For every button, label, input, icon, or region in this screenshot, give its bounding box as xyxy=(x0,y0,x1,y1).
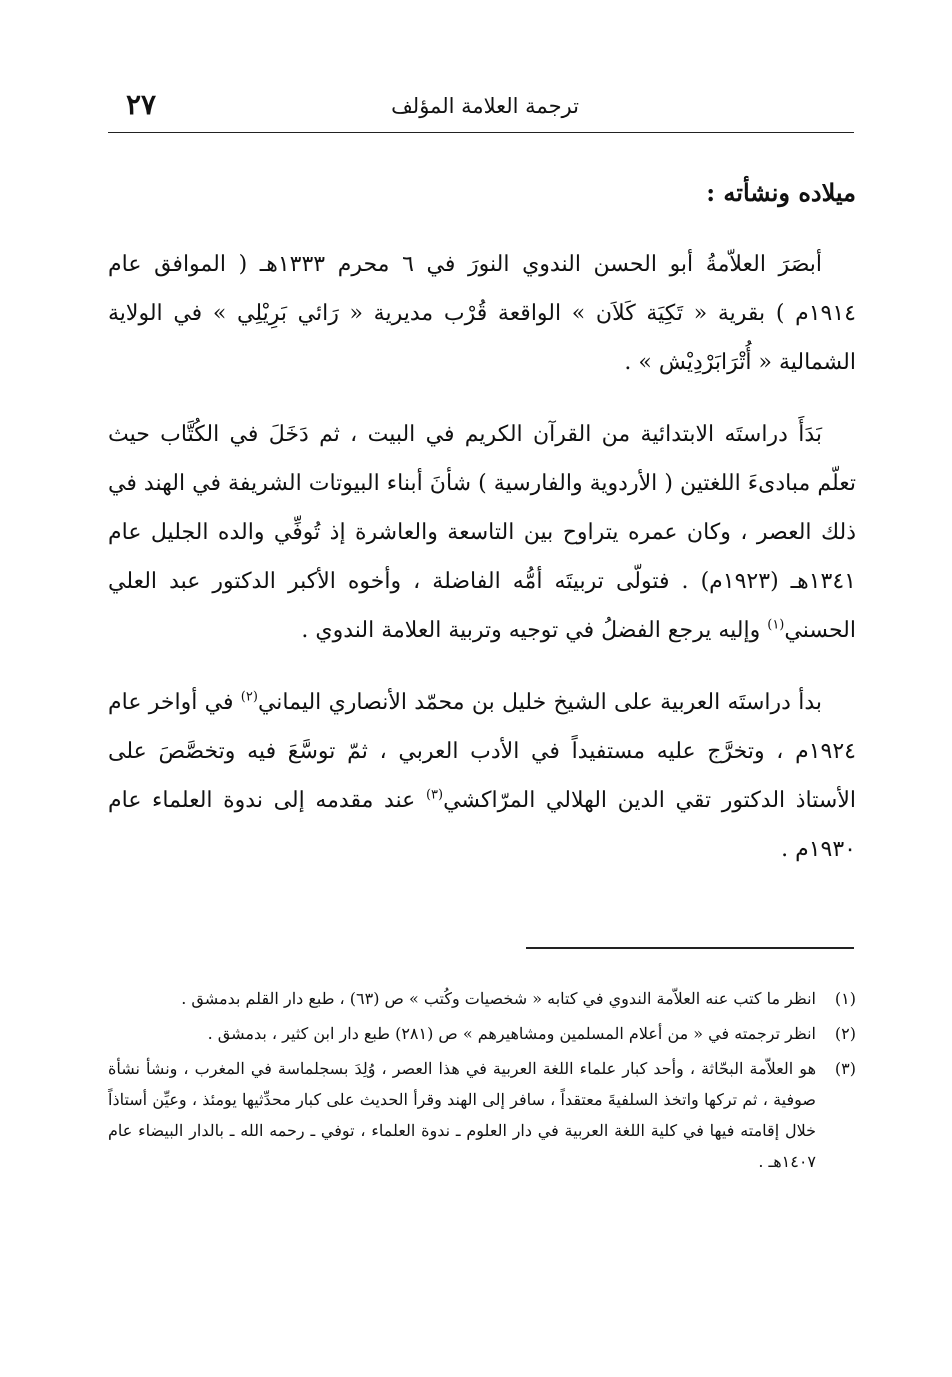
paragraph-birth: أبصَرَ العلاّمةُ أبو الحسن الندوي النورَ في ٦ محرم ١٣٣٣هـ ( الموافق عام ١٩١٤م ) بقرية « تَكِيَة كَلاَن » الواقعة قُرْب مديرية « رَائي بَرِيْلِي » في الولاية الشمالية « أُتْرَابَرْدِيْش » . xyxy=(108,252,856,375)
paragraph-text: بَدَأَ دراستَه الابتدائية من القرآن الكريم في البيت ، ثم دَخَلَ في الكُتَّاب حيث تعلّم مبادىءَ اللغتين ( الأردوية والفارسية ) شأنَ أبناء البيوتات الشريفة في الهند في ذلك العصر ، وكان عمره يتراوح بين التاسعة والعاشرة إذ تُوفِّي والده الجليل عام ١٣٤١هـ (١٩٢٣م) . فتولّى تربيتَه أمُّه الفاضلة ، وأخوه الأكبر الدكتور عبد العلي الحسني xyxy=(108,422,856,643)
paragraph-early-study xyxy=(108,410,856,655)
footnote xyxy=(108,983,856,1014)
footnote-ref: (٣) xyxy=(425,787,444,803)
section-heading: ميلاده ونشأته : xyxy=(706,178,856,207)
footnote-text: انظر ما كتب عنه العلاّمة الندوي في كتابه « شخصيات وكُتب » ص (٦٣) ، طبع دار القلم بدمشق . xyxy=(181,989,816,1008)
main-text xyxy=(108,168,856,897)
header-rule xyxy=(108,132,854,133)
footnote-ref: (٢) xyxy=(240,689,258,705)
running-title: ترجمة العلامة المؤلف xyxy=(391,94,579,118)
paragraph-arabic-study xyxy=(108,678,856,874)
footnote-number: (١) xyxy=(834,989,856,1008)
footnote-text: هو العلاّمة البحّاثة ، وأحد كبار علماء اللغة العربية في هذا العصر ، وُلِدَ بسجلماسة في المغرب ، ونشأ نشأة صوفية ، ثم تركها واتخذ السلفيةَ معتقداً ، سافر إلى الهند وقرأ الحديث على كبار محدِّثيها يومئذ ، وعيِّن أستاذاً خلال إقامته فيها في كلية اللغة العربية في دار العلوم ـ ندوة العلماء ، توفي ـ رحمه الله ـ بالدار البيضاء عام ١٤٠٧هـ . xyxy=(108,1059,817,1171)
paragraph-text: وإليه يرجع الفضلُ في توجيه وتربية العلامة الندوي . xyxy=(301,618,768,643)
paragraph-text: في أواخر عام ١٩٢٤م ، وتخرَّج عليه مستفيداً في الأدب العربي ، ثمّ توسَّعَ فيه وتخصَّصَ على الأستاذ الدكتور تقي الدين الهلالي المرّاكشي xyxy=(108,690,856,813)
paragraph-text: بدأ دراستَه العربية على الشيخ خليل بن محمّد الأنصاري اليماني xyxy=(257,690,823,715)
footnote-ref: (١) xyxy=(767,617,785,633)
footnote-text: انظر ترجمته في « من أعلام المسلمين ومشاهيرهم » ص (٢٨١) طبع دار ابن كثير ، بدمشق . xyxy=(207,1024,816,1043)
footnote-number: (٢) xyxy=(834,1024,856,1043)
page-header xyxy=(108,88,854,130)
footnotes xyxy=(108,983,856,1181)
footnote-number: (٣) xyxy=(834,1059,856,1078)
footnote-separator xyxy=(526,947,854,949)
footnote xyxy=(108,1018,856,1049)
page-number: ٢٧ xyxy=(126,88,157,121)
footnote xyxy=(108,1053,856,1177)
paragraph-text: عند مقدمه إلى ندوة العلماء عام ١٩٣٠م . xyxy=(108,788,856,862)
